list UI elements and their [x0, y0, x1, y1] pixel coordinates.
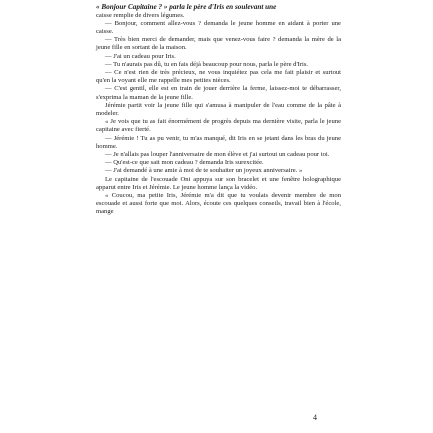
page-number: 4 [313, 413, 317, 422]
paragraph: — Je n'allais pas louper l'anniversaire de mon élève et j'ai surtout un cadeau pour toi. [105, 151, 330, 159]
paragraph: Jérémie partit voir la jeune fille qui s'amusa à manipuler de l'eau comme de la pâte à modeler. [96, 101, 341, 118]
page-header-line: « Bonjour Capitaine ? » parla le père d'Iris en soulevant une [96, 3, 277, 11]
paragraph: — J'ai un cadeau pour Iris. [105, 52, 176, 60]
paragraph: — J'ai demandé à une amie à moi de te souhaiter un joyeux anniversaire. » [105, 167, 303, 175]
paragraph: caisse remplie de divers légumes. [96, 11, 185, 19]
paragraph: — Qu'est-ce que sait mon cadeau ? demanda Iris surexcitée. [105, 159, 264, 167]
paragraph: « Coucou, ma petite Iris, Jérémie m'a dit que tu voulais devenir membre de mon escouade et aussi forte que moi. Alors, écoute ces quelques conseils, travail bien à l'école, mange [96, 192, 341, 216]
paragraph: — Ce n'est rien de très précieux, ne vous inquiétez pas cela me fait plaisir et surtout qu'en la voyant elle me rappelle mes petites nièces. [96, 69, 341, 85]
paragraph: — Bonjour, comment allez-vous ? demanda le jeune homme en aidant à porter une caisse. [96, 19, 341, 35]
paragraph: — Jérémie ! Tu as pu venir, tu m'as manqué, dit Iris en se jetant dans les bras du jeune homme. [96, 134, 341, 150]
paragraph: « Je vois que tu as fait énormément de progrès depuis ma dernière visite, parla le jeune capitaine avec fierté. [96, 118, 341, 134]
paragraph: — Tu n'aurais pas dû, tu en fais déjà beaucoup pour nous, parla le père d'Iris. [105, 60, 309, 68]
paragraph: Le capitaine de l'escouade Oni appuya sur son bracelet et une fenêtre holographique apparut entre Iris et Jérémie. Le jeune homme lança la vidéo. [96, 175, 341, 191]
paragraph: — Très bien merci de demander, mais que venez-vous faire ? demanda la mère de la jeune fille en sortant de la maison. [96, 36, 341, 52]
paragraph: — C'est gentil, elle est en train de jouer derrière la ferme, laissez-moi te débarrasser, s'exprima la maman de la jeune fille. [96, 85, 341, 101]
